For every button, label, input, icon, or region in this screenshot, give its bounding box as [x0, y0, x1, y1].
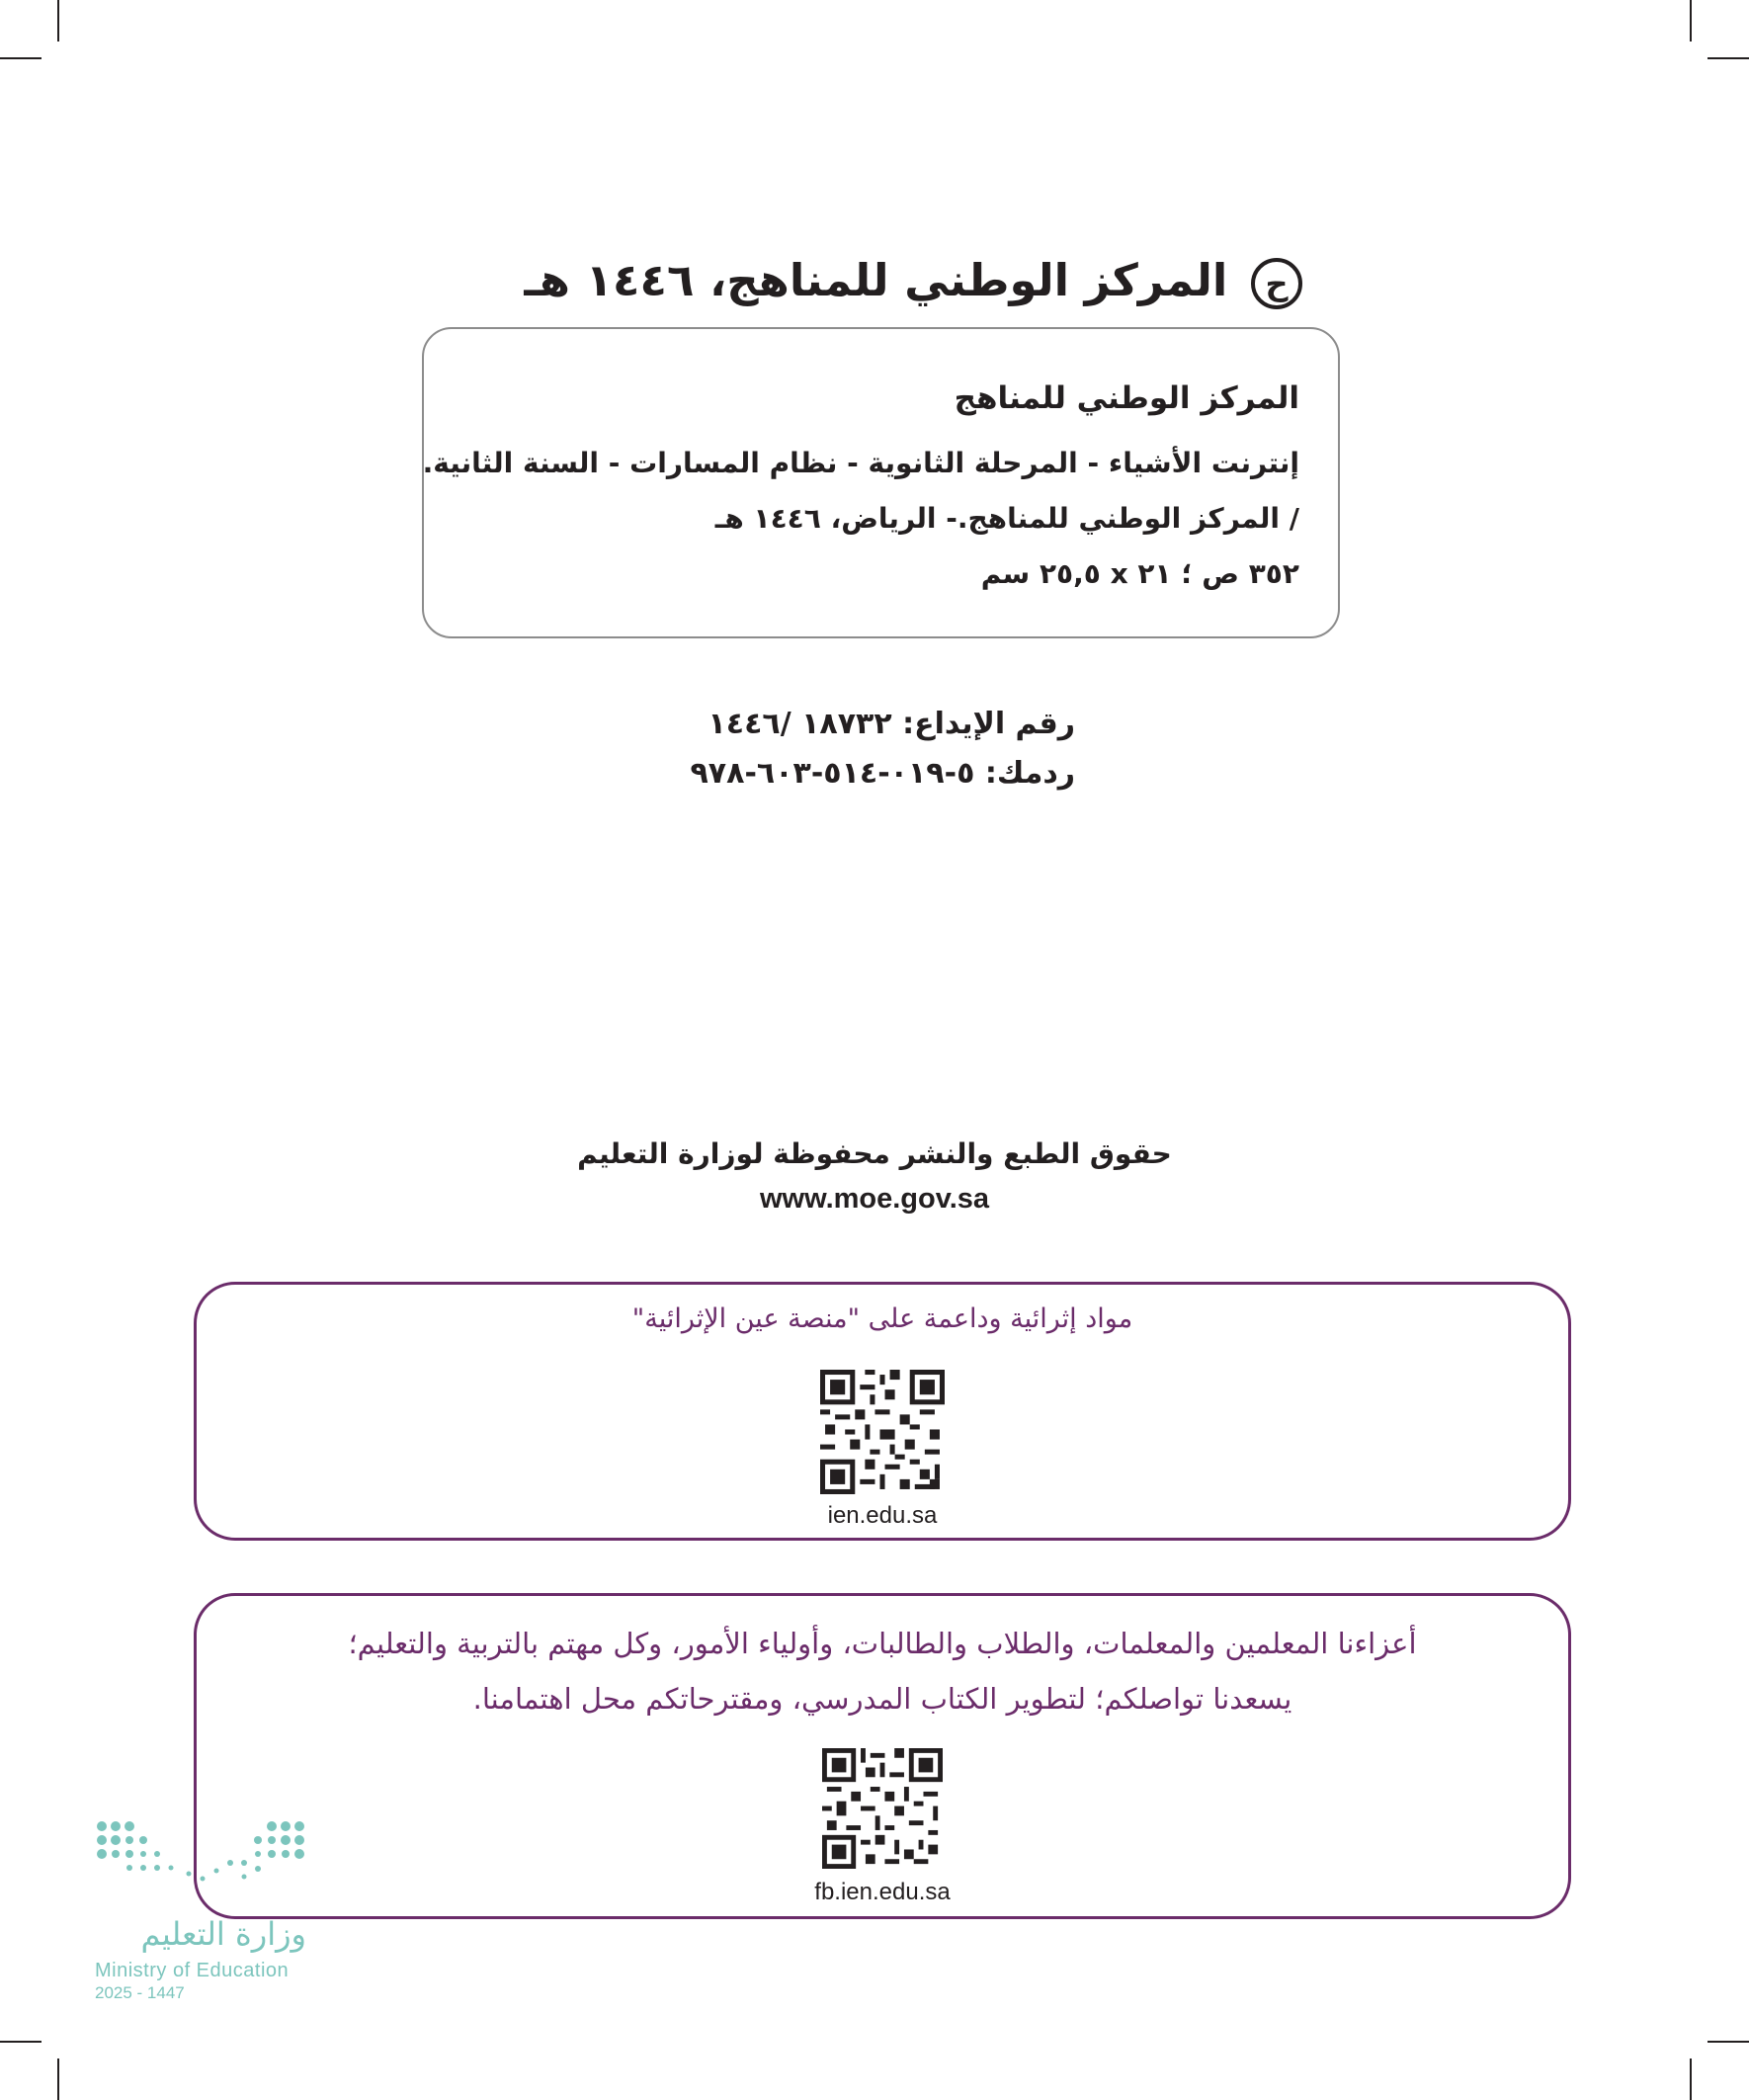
- enrichment-text: مواد إثرائية وداعمة على "منصة عين الإثرائية": [631, 1303, 1133, 1334]
- deposit-number: رقم الإيداع: ١٨٧٣٢ /١٤٤٦: [708, 707, 1075, 741]
- crop-mark: [0, 2041, 42, 2043]
- cataloging-box: [422, 327, 1340, 638]
- crop-mark: [1690, 2058, 1692, 2100]
- crop-mark: [1690, 0, 1692, 42]
- catalog-author: المركز الوطني للمناهج: [954, 380, 1299, 416]
- copyright-text: المركز الوطني للمناهج، ١٤٤٦ هـ: [524, 254, 1228, 306]
- logo-dots-icon: [95, 1819, 306, 1890]
- catalog-publisher: / المركز الوطني للمناهج.- الرياض، ١٤٤٦ هـ: [714, 502, 1299, 535]
- resources-url[interactable]: ien.edu.sa: [827, 1502, 938, 1529]
- logo-years: 2025 - 1447: [95, 1983, 185, 2002]
- crop-mark: [1707, 2041, 1749, 2043]
- copyright-title: [494, 253, 1302, 309]
- feedback-url[interactable]: fb.ien.edu.sa: [814, 1879, 951, 1905]
- feedback-box: [194, 1593, 1571, 1919]
- ministry-website-link[interactable]: www.moe.gov.sa: [759, 1183, 990, 1215]
- qr-code-icon[interactable]: [820, 1370, 945, 1494]
- copyright-symbol-icon: ح: [1251, 258, 1302, 309]
- isbn-number: ردمك: ٥-٠١٩-٥١٤-٦٠٣-٩٧٨: [690, 756, 1075, 791]
- catalog-pages: ٣٥٢ ص ؛ ٢١ x ٢٥,٥ سم: [980, 557, 1299, 590]
- enrichment-resources-box: [194, 1282, 1571, 1541]
- crop-mark: [57, 0, 59, 42]
- qr-code-icon[interactable]: [822, 1748, 943, 1869]
- crop-mark: [57, 2058, 59, 2100]
- ministry-of-education-logo: [95, 1819, 322, 2007]
- feedback-line-1: أعزاءنا المعلمين والمعلمات، والطلاب والطالبات، وأولياء الأمور، وكل مهتم بالتربية والتعليم؛: [348, 1627, 1417, 1660]
- catalog-title: إنترنت الأشياء - المرحلة الثانوية - نظام المسارات - السنة الثانية.: [422, 447, 1299, 479]
- crop-mark: [0, 57, 42, 59]
- rights-statement: حقوق الطبع والنشر محفوظة لوزارة التعليم: [577, 1137, 1172, 1170]
- deposit-block: [593, 700, 1075, 798]
- logo-arabic-name: وزارة التعليم: [140, 1915, 306, 1953]
- feedback-line-2: يسعدنا تواصلكم؛ لتطوير الكتاب المدرسي، ومقترحاتكم محل اهتمامنا.: [472, 1682, 1292, 1716]
- crop-mark: [1707, 57, 1749, 59]
- logo-english-name: Ministry of Education: [95, 1960, 290, 1981]
